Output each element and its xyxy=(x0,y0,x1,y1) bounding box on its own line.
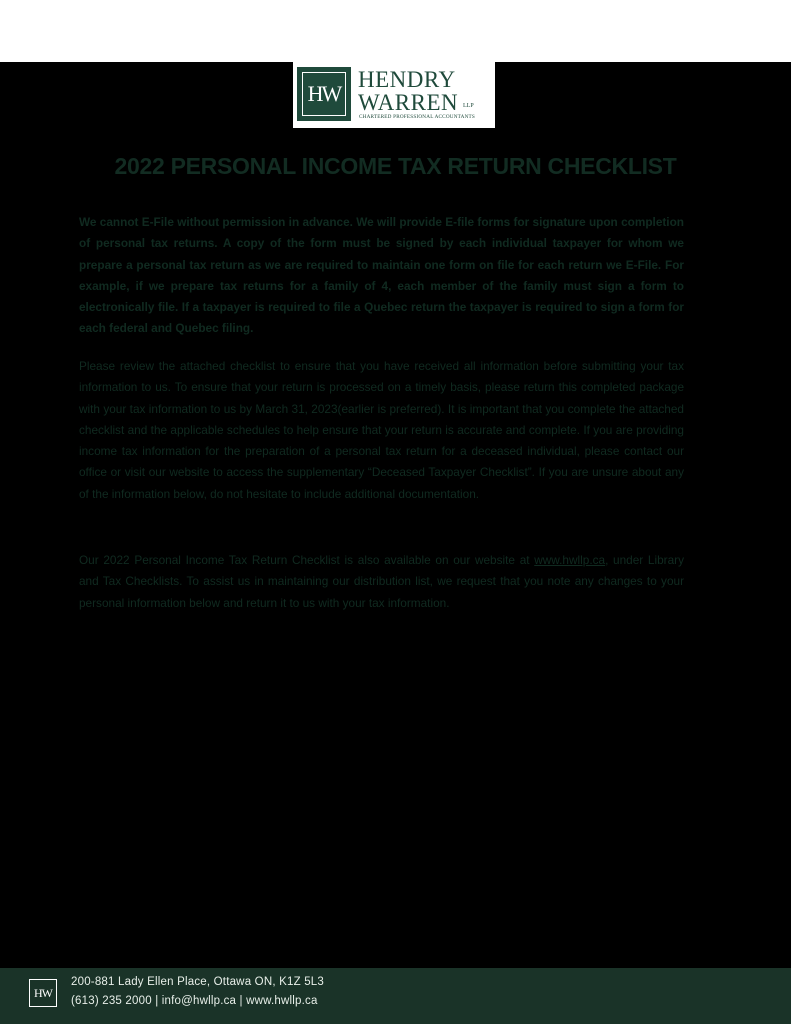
document-title: 2022 PERSONAL INCOME TAX RETURN CHECKLIST xyxy=(114,153,677,179)
logo-name-warren: WARREN xyxy=(358,90,459,115)
logo-subtitle: CHARTERED PROFESSIONAL ACCOUNTANTS xyxy=(359,114,475,120)
footer-address: 200-881 Lady Ellen Place, Ottawa ON, K1Z 5L3 xyxy=(71,976,324,988)
logo-mark xyxy=(297,67,351,121)
logo-mark-text: HW xyxy=(302,72,346,116)
page-background xyxy=(0,62,791,968)
website-text-before: Our 2022 Personal Income Tax Return Checklist is also available on our website at xyxy=(79,553,535,567)
logo-name-hendry: HENDRY xyxy=(358,67,456,92)
website-link[interactable]: www.hwllp.ca xyxy=(534,553,606,567)
footer-contact: (613) 235 2000 | info@hwllp.ca | www.hwllp.ca xyxy=(71,995,318,1007)
footer-logo-mark: HW xyxy=(29,979,57,1007)
website-text-after: , under Library and Tax Checklists. To assist us in maintaining our distribution list, we request that you note any changes to your personal information below and return it to us with your tax information. xyxy=(79,553,684,610)
website-paragraph xyxy=(79,550,684,614)
company-logo xyxy=(293,62,495,128)
review-paragraph: Please review the attached checklist to ensure that you have received all information before submitting your tax information to us. To ensure that your return is processed on a timely basis, please return this completed package with your tax information to us by March 31, 2023(earlier is preferred). It is important that you complete the attached checklist and the applicable schedules to help ensure that your return is accurate and complete. If you are providing income tax information for the preparation of a personal tax return for a deceased individual, please contact our office or visit our website to access the supplementary “Deceased Taxpayer Checklist”. If you are unsure about any of the information below, do not hesitate to include additional documentation. xyxy=(79,359,684,501)
efile-paragraph: We cannot E-File without permission in advance. We will provide E-file forms for signature upon completion of personal tax returns. A copy of the form must be signed by each individual taxpayer for whom we prepare a personal tax return as we are required to maintain one form on file for each return we E-File. For example, if we prepare tax returns for a family of 4, each member of the family must sign a form to electronically file. If a taxpayer is required to file a Quebec return the taxpayer is required to sign a form for each federal and Quebec filing. xyxy=(79,215,684,336)
logo-llp: LLP xyxy=(463,103,474,109)
footer xyxy=(0,968,791,1024)
